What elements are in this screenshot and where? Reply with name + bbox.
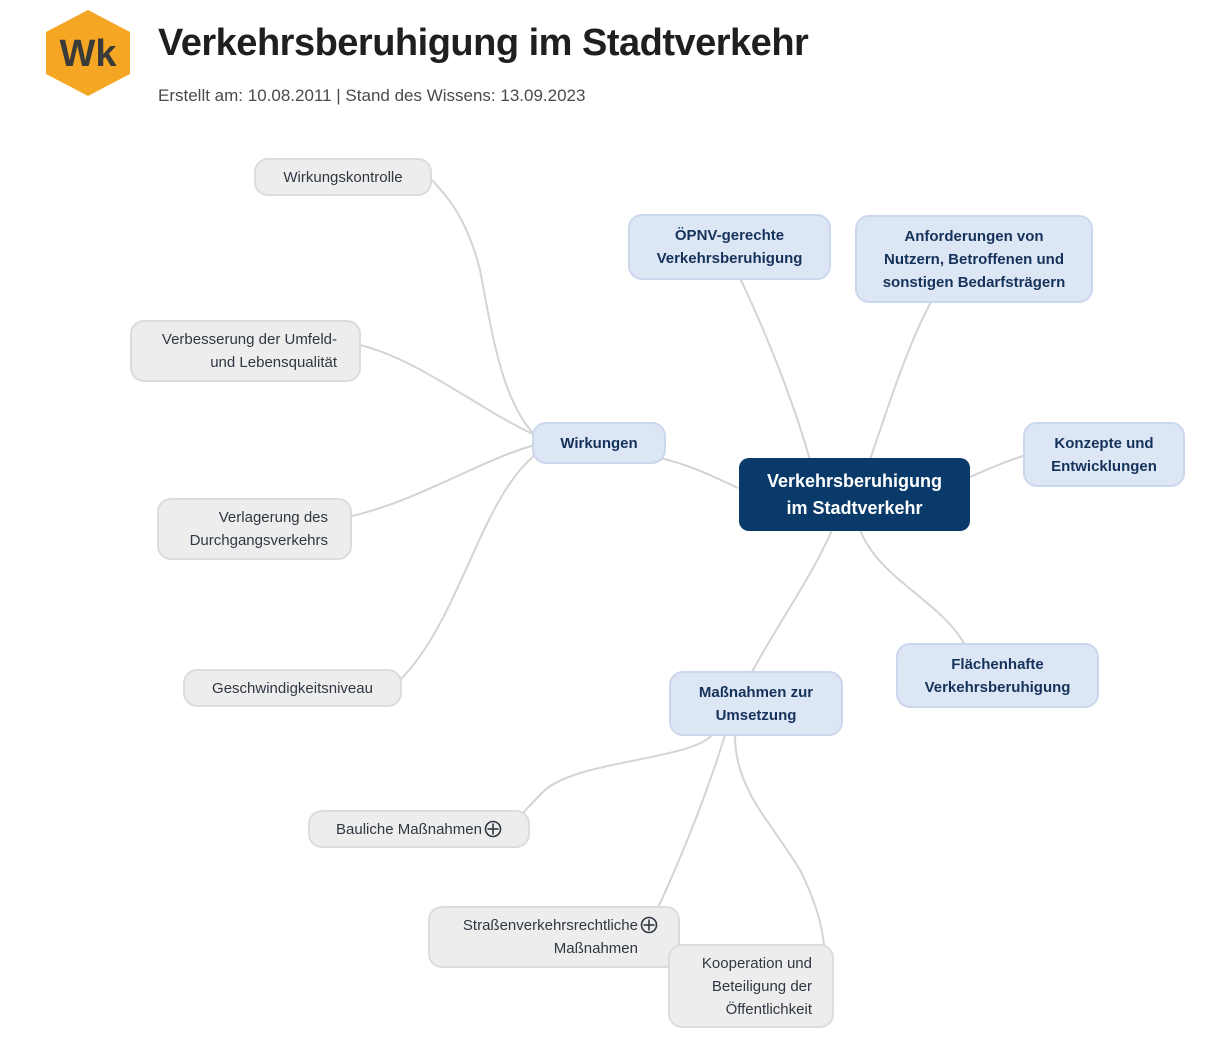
node-umfeld[interactable] bbox=[130, 320, 361, 382]
node-konzepte[interactable] bbox=[1023, 422, 1185, 487]
connector-wirkungen-geschwindigkeit bbox=[400, 455, 535, 680]
connector-root-massnahmen bbox=[752, 530, 832, 672]
connector-root-oepnv bbox=[740, 278, 810, 460]
node-strassenverkehr[interactable] bbox=[428, 906, 680, 968]
node-bauliche-label: Bauliche Maßnahmen bbox=[336, 820, 482, 838]
node-wirkungskontrolle-label: Wirkungskontrolle bbox=[283, 168, 403, 186]
connector-wirkungen-verlagerung bbox=[352, 445, 535, 516]
connector-root-wirkungen bbox=[660, 458, 738, 488]
node-flaechenhafte-label: Flächenhafte Verkehrsberuhigung bbox=[924, 655, 1071, 696]
node-geschwindigkeit-label: Geschwindigkeitsniveau bbox=[212, 679, 373, 697]
node-geschwindigkeit[interactable] bbox=[183, 669, 402, 707]
node-strassenverkehr-label: Straßenverkehrsrechtliche Maßnahmen bbox=[462, 917, 638, 957]
node-oepnv[interactable] bbox=[628, 214, 831, 280]
node-anforderungen-label: Anforderungen von Nutzern, Betroffenen und sonstigen Bedarfsträgern bbox=[882, 227, 1066, 291]
node-umfeld-label: Verbesserung der Umfeld- und Lebensqualität bbox=[161, 331, 337, 371]
circle-plus-icon[interactable] bbox=[484, 820, 502, 838]
connector-massnahmen-kooperation bbox=[735, 735, 824, 945]
connector-massnahmen-strassenverkehr bbox=[657, 735, 725, 910]
circle-plus-icon[interactable] bbox=[640, 916, 658, 934]
node-kooperation-label: Kooperation und Beteiligung der Öffentlichkeit bbox=[701, 954, 812, 1018]
node-kooperation[interactable] bbox=[668, 944, 834, 1028]
node-oepnv-label: ÖPNV-gerechte Verkehrsberuhigung bbox=[656, 227, 803, 267]
connector-wirkungen-kontrolle bbox=[432, 180, 535, 435]
connector-massnahmen-bauliche bbox=[515, 735, 712, 825]
connector-root-anforderungen bbox=[870, 300, 932, 460]
node-verlagerung-label: Verlagerung des Durchgangsverkehrs bbox=[189, 509, 328, 549]
connector-root-flaechenhafte bbox=[860, 530, 965, 645]
node-massnahmen[interactable] bbox=[669, 671, 843, 736]
node-wirkungen-label: Wirkungen bbox=[560, 434, 638, 452]
node-anforderungen[interactable] bbox=[855, 215, 1093, 303]
node-flaechenhafte[interactable] bbox=[896, 643, 1099, 708]
page-title: Verkehrsberuhigung im Stadtverkehr bbox=[158, 22, 809, 64]
node-root-label: Verkehrsberuhigung im Stadtverkehr bbox=[766, 470, 943, 518]
node-konzepte-label: Konzepte und Entwicklungen bbox=[1051, 434, 1157, 475]
logo-text: Wk bbox=[59, 33, 117, 75]
node-massnahmen-label: Maßnahmen zur Umsetzung bbox=[698, 683, 814, 724]
connector-root-konzepte bbox=[968, 455, 1026, 478]
node-root[interactable] bbox=[739, 458, 970, 531]
page-meta: Erstellt am: 10.08.2011 | Stand des Wissens: 13.09.2023 bbox=[158, 86, 586, 105]
node-verlagerung[interactable] bbox=[157, 498, 352, 560]
node-wirkungskontrolle[interactable] bbox=[254, 158, 432, 196]
node-bauliche[interactable] bbox=[308, 810, 530, 848]
node-wirkungen[interactable] bbox=[532, 422, 666, 464]
